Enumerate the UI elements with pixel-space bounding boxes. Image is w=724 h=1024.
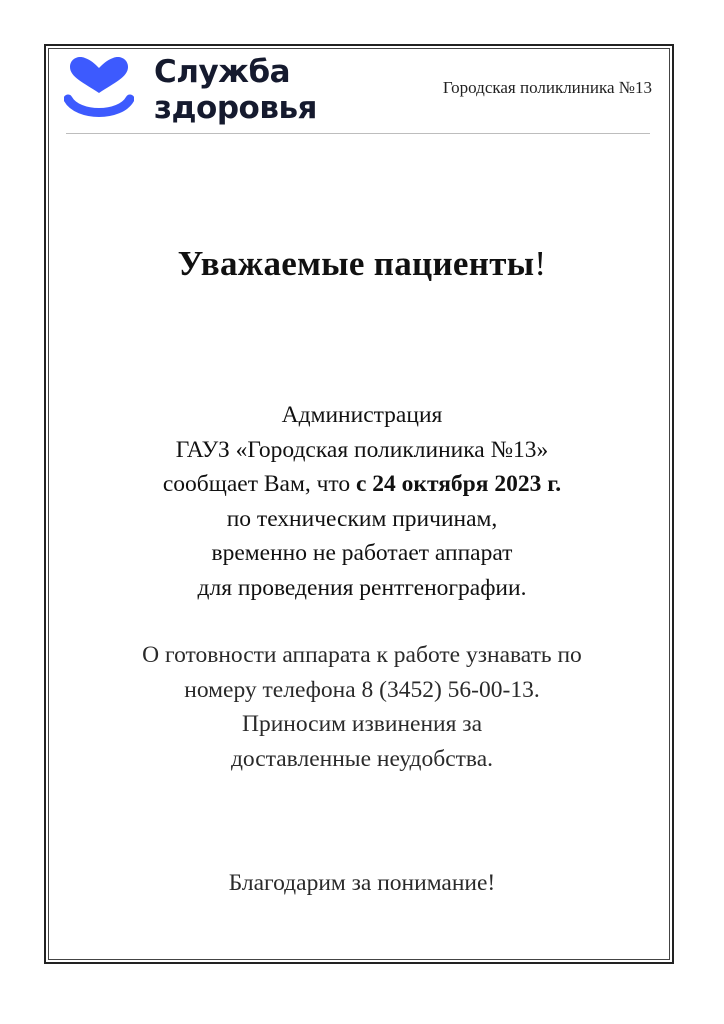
title-exclamation: ! [534,244,547,283]
notice-date: с 24 октября 2023 г. [356,471,562,497]
info-line-3: Приносим извинения за [241,711,483,737]
brand-line-2: здоровья [154,90,317,126]
info-line-4: доставленные неудобства. [230,745,494,772]
notice-line-3 [60,467,664,502]
heart-smile-logo-icon [64,55,134,125]
notice-line-6: для проведения рентгенографии. [197,574,527,601]
header-divider [66,133,650,134]
title-text: Уважаемые пациенты [177,244,535,283]
brand-line-1: Служба [154,54,291,90]
info-line-2: номеру телефона 8 (3452) 56-00-13. [184,676,540,703]
closing-text: Благодарим за понимание! [228,870,496,896]
info-block [60,638,664,776]
info-line-1: О готовности аппарата к работе узнавать по [142,642,582,668]
notice-line-2: ГАУЗ «Городская поликлиника №13» [175,436,549,463]
notice-line-3-text: сообщает Вам, что [162,471,356,497]
page-title [60,244,664,284]
brand-name [154,54,317,126]
notice-line-4: по техническим причинам, [226,505,498,532]
notice-line-5: временно не работает аппарат [211,540,513,566]
notice-block [60,398,664,605]
clinic-name: Городская поликлиника №13 [442,78,652,97]
notice-line-1: Администрация [281,402,443,428]
